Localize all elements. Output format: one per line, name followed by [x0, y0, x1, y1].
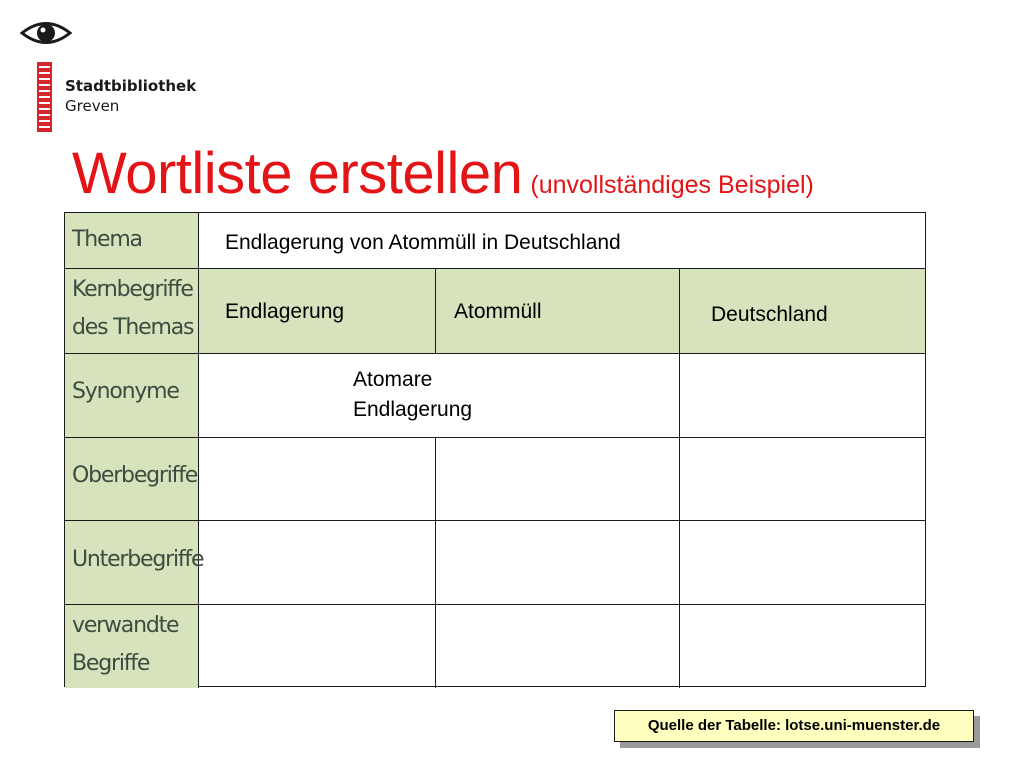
row-header-kernbegriffe-line2: des Themas	[72, 315, 194, 340]
row-header-unterbegriffe: Unterbegriffe	[65, 521, 199, 604]
column-divider	[435, 269, 436, 353]
synonym-line-2: Endlagerung	[353, 398, 473, 421]
column-divider	[679, 438, 680, 520]
synonym-cell[interactable]	[353, 365, 472, 425]
logo-text	[65, 76, 196, 116]
logo-stripe-bar	[37, 62, 52, 132]
kernbegriff-cell-2[interactable]: Atommüll	[454, 300, 542, 323]
thema-cell[interactable]: Endlagerung von Atommüll in Deutschland	[225, 231, 621, 254]
column-divider	[679, 521, 680, 604]
row-header-kernbegriffe	[65, 269, 199, 353]
synonym-line-1: Atomare	[353, 368, 433, 391]
column-divider	[435, 438, 436, 520]
table-row-kernbegriffe	[65, 269, 925, 354]
row-header-kernbegriffe-line1: Kernbegriffe	[72, 277, 193, 302]
kernbegriff-cell-1[interactable]: Endlagerung	[225, 300, 345, 323]
column-divider	[679, 354, 680, 437]
row-header-verwandte-line2: Begriffe	[72, 651, 150, 676]
word-list-table	[64, 212, 926, 687]
logo-city: Greven	[65, 97, 120, 115]
logo-name: Stadtbibliothek	[65, 77, 197, 95]
row-header-oberbegriffe: Oberbegriffe	[65, 438, 199, 520]
table-row-thema	[65, 213, 925, 269]
column-divider	[435, 521, 436, 604]
page-title	[72, 140, 814, 207]
row-header-verwandte-line1: verwandte	[72, 613, 179, 638]
row-header-thema: Thema	[65, 213, 199, 268]
table-row-synonyme	[65, 354, 925, 438]
column-divider	[435, 605, 436, 688]
kernbegriff-cell-3[interactable]: Deutschland	[711, 303, 828, 326]
title-main: Wortliste erstellen	[72, 141, 523, 206]
column-divider	[679, 269, 680, 353]
library-logo	[20, 18, 220, 118]
row-header-synonyme: Synonyme	[65, 354, 199, 437]
table-row-verwandte-begriffe	[65, 605, 925, 688]
table-row-oberbegriffe	[65, 438, 925, 521]
row-header-verwandte-begriffe	[65, 605, 199, 688]
column-divider	[679, 605, 680, 688]
table-row-unterbegriffe	[65, 521, 925, 605]
title-subtitle: (unvollständiges Beispiel)	[530, 171, 814, 199]
eye-icon	[20, 18, 72, 52]
source-box: Quelle der Tabelle: lotse.uni-muenster.de	[614, 710, 974, 742]
